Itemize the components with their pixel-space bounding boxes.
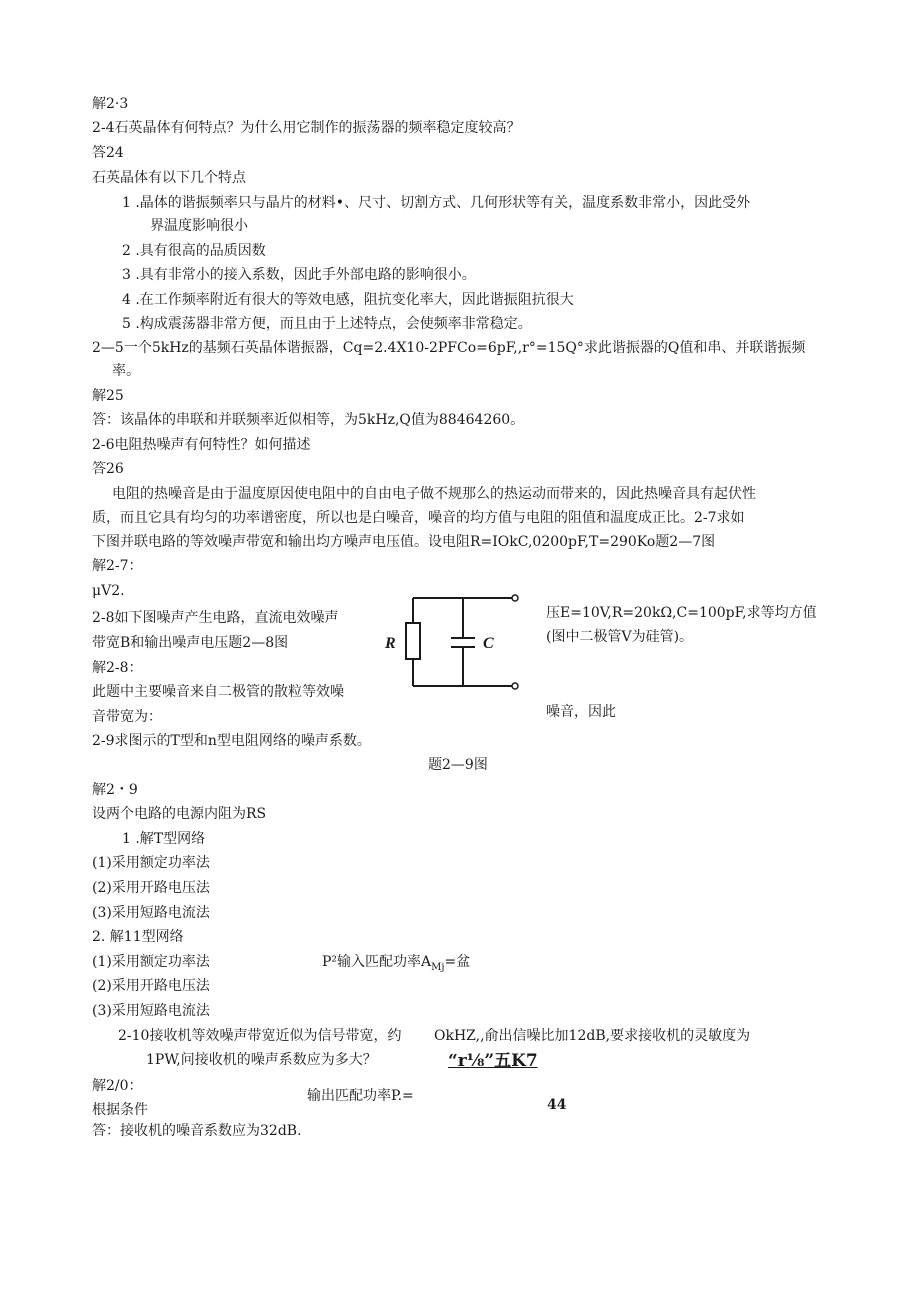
text-line: 解2-7： <box>92 558 143 574</box>
text-line: 噪音，因此 <box>546 704 616 720</box>
question-2-5: 2—5一个5kHz的基频石英晶体谐振器，Cq=2.4X10-2PFCo=6pF,,r°=15Q°求此谐振器的Q值和串、并联谐振频 <box>92 340 806 356</box>
text-line: 解25 <box>92 388 124 404</box>
method-item: (3)采用短路电流法 <box>92 1003 210 1019</box>
text-line: 率。 <box>112 363 140 379</box>
question-2-4: 2-4石英晶体有何特点？为什么用它制作的振荡器的频率稳定度较高？ <box>92 120 521 136</box>
question-2-10: 2-10接收机等效噪声带宽近似为信号带宽，约 <box>118 1028 402 1044</box>
formula-subscript: Mj <box>431 961 445 973</box>
text-line: μV2. <box>92 583 125 599</box>
text-line: 音带宽为： <box>92 709 162 725</box>
method-item: (1)采用额定功率法 <box>92 954 210 970</box>
text-line: 根据条件 <box>92 1102 148 1118</box>
method-item: (2)采用开路电压法 <box>92 978 210 994</box>
text-line: 解2・9 <box>92 782 138 798</box>
text-line: 带宽B和输出噪声电压题2—8图 <box>92 635 289 651</box>
text-line: OkHZ,,俞出信噪比加12dB,要求接收机的灵敏度为 <box>434 1028 751 1044</box>
paragraph-line: 下图并联电路的等效噪声带宽和输出均方噪声电压值。设电阻R=IOkC,0200pF,T=290Ko题2—7图 <box>92 534 716 550</box>
parallel-rc-circuit-diagram <box>375 588 525 698</box>
list-item: 5 .构成震荡器非常方便，而且由于上述特点，会使频率非常稳定。 <box>122 316 532 332</box>
text-line: 压E=10V,R=20kΩ,C=100pF,求等均方值 <box>546 605 817 621</box>
method-item: (1)采用额定功率法 <box>92 855 210 871</box>
list-item: 4 .在工作频率附近有很大的等效电感，阻抗变化率大，因此谐振阻抗很大 <box>122 292 574 308</box>
list-item-continuation: 界温度影响很小 <box>150 218 248 234</box>
formula-fragment: “r⅛”五K7 <box>448 1051 538 1071</box>
method-item: (3)采用短路电流法 <box>92 905 210 921</box>
text-line: 解2·3 <box>92 96 129 112</box>
answer-line: 答：该晶体的串联和并联频率近似相等，为5kHz,Q值为88464260。 <box>92 412 525 428</box>
text-line: 解2-8： <box>92 660 143 676</box>
question-2-6: 2-6电阻热噪声有何特性？如何描述 <box>92 437 311 453</box>
text-line: 此题中主要噪音来自二极管的散粒等效噪 <box>92 684 344 700</box>
method-item: (2)采用开路电压法 <box>92 880 210 896</box>
question-2-9: 2-9求图示的T型和n型电阻网络的噪声系数。 <box>92 733 371 749</box>
formula-text: P²输入匹配功率A <box>322 954 432 970</box>
text-line: 答24 <box>92 145 124 161</box>
capacitor-label: C <box>483 635 494 652</box>
formula-fragment: 44 <box>547 1097 567 1113</box>
figure-caption: 题2—9图 <box>428 757 488 773</box>
question-2-8: 2-8如下图噪声产生电路，直流电效噪声 <box>92 610 339 626</box>
list-item: 3 .具有非常小的接入系数，因此手外部电路的影响很小。 <box>122 267 476 283</box>
answer-line: 答：接收机的噪音系数应为32dB. <box>92 1123 302 1139</box>
text-line: 设两个电路的电源内阻为RS <box>92 806 267 822</box>
resistor-label: R <box>385 635 396 652</box>
paragraph-line: 电阻的热噪音是由于温度原因使电阻中的自由电子做不规那么的热运动而带来的，因此热噪音具有起伏性 <box>112 486 756 502</box>
list-item: 1 .晶体的谐振频率只与晶片的材料•、尺寸、切割方式、几何形状等有关，温度系数非常小，因此受外 <box>122 195 751 211</box>
formula-text: =盆 <box>444 954 471 970</box>
text-line: 1PW,问接收机的噪声系数应为多大？ <box>146 1052 377 1068</box>
list-item: 2 .具有很高的品质因数 <box>122 243 266 259</box>
text-line: 石英晶体有以下几个特点 <box>92 170 246 186</box>
text-line: 解2/0： <box>92 1078 143 1094</box>
formula-fragment <box>322 952 470 978</box>
formula-fragment: 输出匹配功率P.= <box>307 1088 414 1104</box>
text-line: (图中二极管V为硅管)。 <box>546 629 694 645</box>
text-line: 1 .解T型网络 <box>122 831 206 847</box>
text-line: 答26 <box>92 461 124 477</box>
paragraph-line: 质，而且它具有均匀的功率谱密度，所以也是白噪音，噪音的均方值与电阻的阻值和温度成正比。2-7求如 <box>92 510 745 526</box>
text-line: 2. 解11型网络 <box>92 929 184 945</box>
